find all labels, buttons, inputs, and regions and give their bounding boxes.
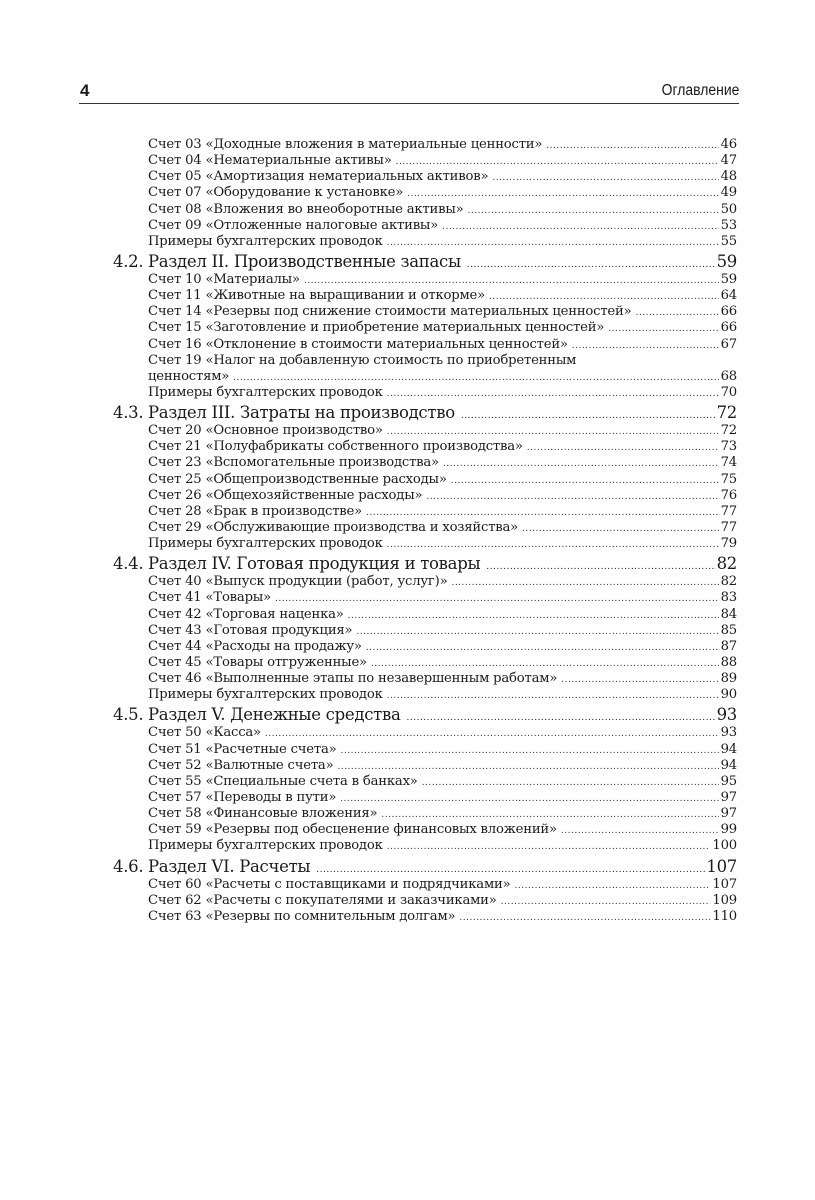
dot-leader xyxy=(340,791,718,807)
toc-entry[interactable] xyxy=(113,218,737,234)
entry-page: 94 xyxy=(720,741,737,757)
toc-entry[interactable] xyxy=(113,320,737,336)
section-page: 72 xyxy=(716,403,737,423)
toc-entry[interactable] xyxy=(113,671,737,687)
toc-section[interactable] xyxy=(113,402,737,423)
toc-entry[interactable] xyxy=(113,725,737,741)
entry-title: Счет 40 «Выпуск продукции (работ, услуг)» xyxy=(148,574,448,590)
dot-leader xyxy=(422,775,719,791)
entry-page: 97 xyxy=(720,789,737,805)
toc-entry[interactable] xyxy=(113,234,737,250)
entry-page: 68 xyxy=(720,368,737,384)
dot-leader xyxy=(396,154,719,170)
entry-title: Счет 14 «Резервы под снижение стоимости материальных ценностей» xyxy=(148,304,632,320)
entry-title: Примеры бухгалтерских проводок xyxy=(148,838,383,854)
toc-entry[interactable] xyxy=(113,893,737,909)
toc-entry[interactable] xyxy=(113,202,737,218)
toc-entry-wrapped[interactable] xyxy=(113,353,737,385)
entry-page: 50 xyxy=(720,201,737,217)
entry-title: Счет 07 «Оборудование к установке» xyxy=(148,185,404,201)
entry-page: 83 xyxy=(720,590,737,606)
dot-leader xyxy=(387,386,719,402)
toc-entry[interactable] xyxy=(113,590,737,606)
dot-leader xyxy=(527,440,719,456)
entry-page: 64 xyxy=(720,288,737,304)
entry-title: Счет 29 «Обслуживающие производства и хозяйства» xyxy=(148,519,519,535)
entry-title: Счет 25 «Общепроизводственные расходы» xyxy=(148,471,447,487)
toc-entry[interactable] xyxy=(113,774,737,790)
entry-page: 90 xyxy=(720,687,737,703)
entry-title: Счет 58 «Финансовые вложения» xyxy=(148,806,378,822)
dot-leader xyxy=(265,726,719,742)
dot-leader xyxy=(387,424,719,440)
toc-entry[interactable] xyxy=(113,607,737,623)
dot-leader xyxy=(387,688,719,704)
entry-title: Примеры бухгалтерских проводок xyxy=(148,687,383,703)
entry-page: 55 xyxy=(720,233,737,249)
toc-entry[interactable] xyxy=(113,623,737,639)
section-title: Раздел II. Производственные запасы xyxy=(148,251,461,271)
entry-page: 75 xyxy=(720,471,737,487)
entry-title: Счет 60 «Расчеты с поставщиками и подрядчиками» xyxy=(148,876,511,892)
entry-page: 84 xyxy=(720,606,737,622)
toc-entry[interactable] xyxy=(113,337,737,353)
page-number: 4 xyxy=(80,81,90,100)
toc-entry[interactable] xyxy=(113,520,737,536)
entry-page: 49 xyxy=(720,185,737,201)
entry-title: Счет 51 «Расчетные счета» xyxy=(148,741,337,757)
dot-leader xyxy=(337,759,718,775)
entry-page: 74 xyxy=(720,455,737,471)
toc-entry[interactable] xyxy=(113,877,737,893)
entry-page: 70 xyxy=(720,384,737,400)
toc-entry[interactable] xyxy=(113,472,737,488)
entry-page: 107 xyxy=(712,876,737,892)
entry-page: 94 xyxy=(720,757,737,773)
toc-entry[interactable] xyxy=(113,439,737,455)
section-number: 4.2. xyxy=(113,251,144,271)
entry-page: 87 xyxy=(720,638,737,654)
toc-section[interactable] xyxy=(113,856,737,877)
entry-title: Счет 57 «Переводы в пути» xyxy=(148,789,337,805)
dot-leader xyxy=(233,370,718,386)
entry-page: 73 xyxy=(720,439,737,455)
dot-leader xyxy=(366,640,719,656)
entry-title: Счет 43 «Готовая продукция» xyxy=(148,622,353,638)
page-header xyxy=(79,81,739,104)
toc-entry[interactable] xyxy=(113,806,737,822)
toc-entry[interactable] xyxy=(113,185,737,201)
entry-page: 47 xyxy=(720,153,737,169)
toc-entry[interactable] xyxy=(113,536,737,552)
toc-entry[interactable] xyxy=(113,504,737,520)
dot-leader xyxy=(492,170,718,186)
section-title: Раздел VI. Расчеты xyxy=(148,856,311,876)
toc-entry[interactable] xyxy=(113,272,737,288)
entry-page: 99 xyxy=(720,822,737,838)
entry-title: Счет 63 «Резервы по сомнительным долгам» xyxy=(148,908,456,924)
entry-title: Счет 28 «Брак в производстве» xyxy=(148,503,363,519)
entry-title: Счет 09 «Отложенные налоговые активы» xyxy=(148,217,439,233)
dot-leader xyxy=(275,591,719,607)
entry-page: 77 xyxy=(720,519,737,535)
dot-leader xyxy=(387,537,719,553)
entry-title: Счет 42 «Торговая наценка» xyxy=(148,606,344,622)
dot-leader xyxy=(381,807,718,823)
dot-leader xyxy=(546,138,718,154)
table-of-contents xyxy=(113,137,737,925)
entry-page: 48 xyxy=(720,169,737,185)
entry-title: Счет 59 «Резервы под обесценение финансовых вложений» xyxy=(148,822,557,838)
toc-entry[interactable] xyxy=(113,838,737,854)
dot-leader xyxy=(561,672,718,688)
dot-leader xyxy=(387,839,711,855)
entry-page: 67 xyxy=(720,336,737,352)
dot-leader xyxy=(442,219,719,235)
entry-page: 109 xyxy=(712,892,737,908)
dot-leader xyxy=(459,910,710,926)
entry-page: 89 xyxy=(720,671,737,687)
toc-entry[interactable] xyxy=(113,169,737,185)
toc-entry[interactable] xyxy=(113,574,737,590)
dot-leader xyxy=(522,521,719,537)
toc-entry[interactable] xyxy=(113,455,737,471)
entry-page: 59 xyxy=(720,271,737,287)
toc-entry[interactable] xyxy=(113,790,737,806)
entry-title: Примеры бухгалтерских проводок xyxy=(148,536,383,552)
toc-entry[interactable] xyxy=(113,153,737,169)
entry-page: 97 xyxy=(720,806,737,822)
entry-page: 53 xyxy=(720,217,737,233)
entry-page: 100 xyxy=(712,838,737,854)
entry-title: Счет 45 «Товары отгруженные» xyxy=(148,654,367,670)
entry-page: 72 xyxy=(720,423,737,439)
dot-leader xyxy=(608,321,718,337)
entry-title: Счет 41 «Товары» xyxy=(148,590,271,606)
dot-leader xyxy=(451,473,719,489)
toc-entry[interactable] xyxy=(113,822,737,838)
toc-entry[interactable] xyxy=(113,488,737,504)
toc-entry[interactable] xyxy=(113,639,737,655)
section-page: 59 xyxy=(716,251,737,271)
toc-entry[interactable] xyxy=(113,423,737,439)
entry-title-line1: Счет 19 «Налог на добавленную стоимость по приобретенным xyxy=(148,352,577,368)
entry-title: Счет 11 «Животные на выращивании и откорме» xyxy=(148,288,486,304)
section-title: Раздел V. Денежные средства xyxy=(148,705,401,725)
toc-entry[interactable] xyxy=(113,909,737,925)
entry-title: Счет 20 «Основное производство» xyxy=(148,423,383,439)
entry-page: 110 xyxy=(712,908,737,924)
entry-title: Счет 21 «Полуфабрикаты собственного производства» xyxy=(148,439,523,455)
dot-leader xyxy=(468,203,719,219)
dot-leader xyxy=(348,608,719,624)
section-page: 82 xyxy=(716,554,737,574)
toc-entry[interactable] xyxy=(113,687,737,703)
entry-page: 66 xyxy=(720,320,737,336)
dot-leader xyxy=(356,624,718,640)
section-title: Раздел IV. Готовая продукция и товары xyxy=(148,554,481,574)
dot-leader xyxy=(366,505,719,521)
entry-title: Примеры бухгалтерских проводок xyxy=(148,384,383,400)
toc-entry[interactable] xyxy=(113,742,737,758)
entry-title-line2-row xyxy=(113,369,737,385)
dot-leader xyxy=(514,878,710,894)
section-number: 4.6. xyxy=(113,856,144,876)
entry-title: Счет 16 «Отклонение в стоимости материальных ценностей» xyxy=(148,336,568,352)
entry-page: 82 xyxy=(720,574,737,590)
section-number: 4.5. xyxy=(113,705,144,725)
toc-entry[interactable] xyxy=(113,304,737,320)
toc-entry[interactable] xyxy=(113,758,737,774)
toc-section[interactable] xyxy=(113,251,737,272)
entry-title: Счет 08 «Вложения во внеоборотные активы» xyxy=(148,201,464,217)
dot-leader xyxy=(501,894,711,910)
entry-title: Счет 10 «Материалы» xyxy=(148,271,300,287)
dot-leader xyxy=(561,823,719,839)
section-title: Раздел III. Затраты на производство xyxy=(148,403,455,423)
entry-title: Счет 50 «Касса» xyxy=(148,725,261,741)
dot-leader xyxy=(341,743,719,759)
toc-entry[interactable] xyxy=(113,385,737,401)
section-number: 4.4. xyxy=(113,554,144,574)
entry-page: 77 xyxy=(720,503,737,519)
entry-title: Счет 03 «Доходные вложения в материальные ценности» xyxy=(148,137,543,152)
entry-page: 66 xyxy=(720,304,737,320)
entry-page: 95 xyxy=(720,773,737,789)
dot-leader xyxy=(304,273,719,289)
entry-title: Примеры бухгалтерских проводок xyxy=(148,233,383,249)
entry-title: Счет 52 «Валютные счета» xyxy=(148,757,334,773)
entry-page: 93 xyxy=(720,725,737,741)
toc-section[interactable] xyxy=(113,704,737,725)
toc-entry[interactable] xyxy=(113,655,737,671)
toc-entry[interactable] xyxy=(113,288,737,304)
entry-title: Счет 04 «Нематериальные активы» xyxy=(148,153,392,169)
section-page: 93 xyxy=(716,705,737,725)
entry-title: Счет 05 «Амортизация нематериальных активов» xyxy=(148,169,489,185)
dot-leader xyxy=(426,489,718,505)
entry-page: 79 xyxy=(720,536,737,552)
toc-section[interactable] xyxy=(113,553,737,574)
entry-title: Счет 62 «Расчеты с покупателями и заказчиками» xyxy=(148,892,497,908)
section-page: 107 xyxy=(706,856,737,876)
section-number: 4.3. xyxy=(113,403,144,423)
running-title: Оглавление xyxy=(661,82,739,99)
entry-title: Счет 26 «Общехозяйственные расходы» xyxy=(148,487,423,503)
dot-leader xyxy=(451,575,718,591)
dot-leader xyxy=(407,186,718,202)
dot-leader xyxy=(636,305,719,321)
dot-leader xyxy=(443,456,719,472)
entry-page: 76 xyxy=(720,487,737,503)
dot-leader xyxy=(489,289,719,305)
entry-title: Счет 46 «Выполненные этапы по незавершенным работам» xyxy=(148,671,558,687)
entry-title-line2: ценностям» xyxy=(148,368,230,384)
toc-entry[interactable] xyxy=(113,137,737,153)
entry-title: Счет 55 «Специальные счета в банках» xyxy=(148,773,418,789)
entry-title: Счет 23 «Вспомогательные производства» xyxy=(148,455,439,471)
dot-leader xyxy=(572,338,719,354)
entry-title: Счет 44 «Расходы на продажу» xyxy=(148,638,362,654)
entry-title: Счет 15 «Заготовление и приобретение материальных ценностей» xyxy=(148,320,605,336)
dot-leader xyxy=(387,235,719,251)
entry-page: 46 xyxy=(720,137,737,152)
entry-page: 88 xyxy=(720,654,737,670)
entry-page: 85 xyxy=(720,622,737,638)
dot-leader xyxy=(371,656,719,672)
